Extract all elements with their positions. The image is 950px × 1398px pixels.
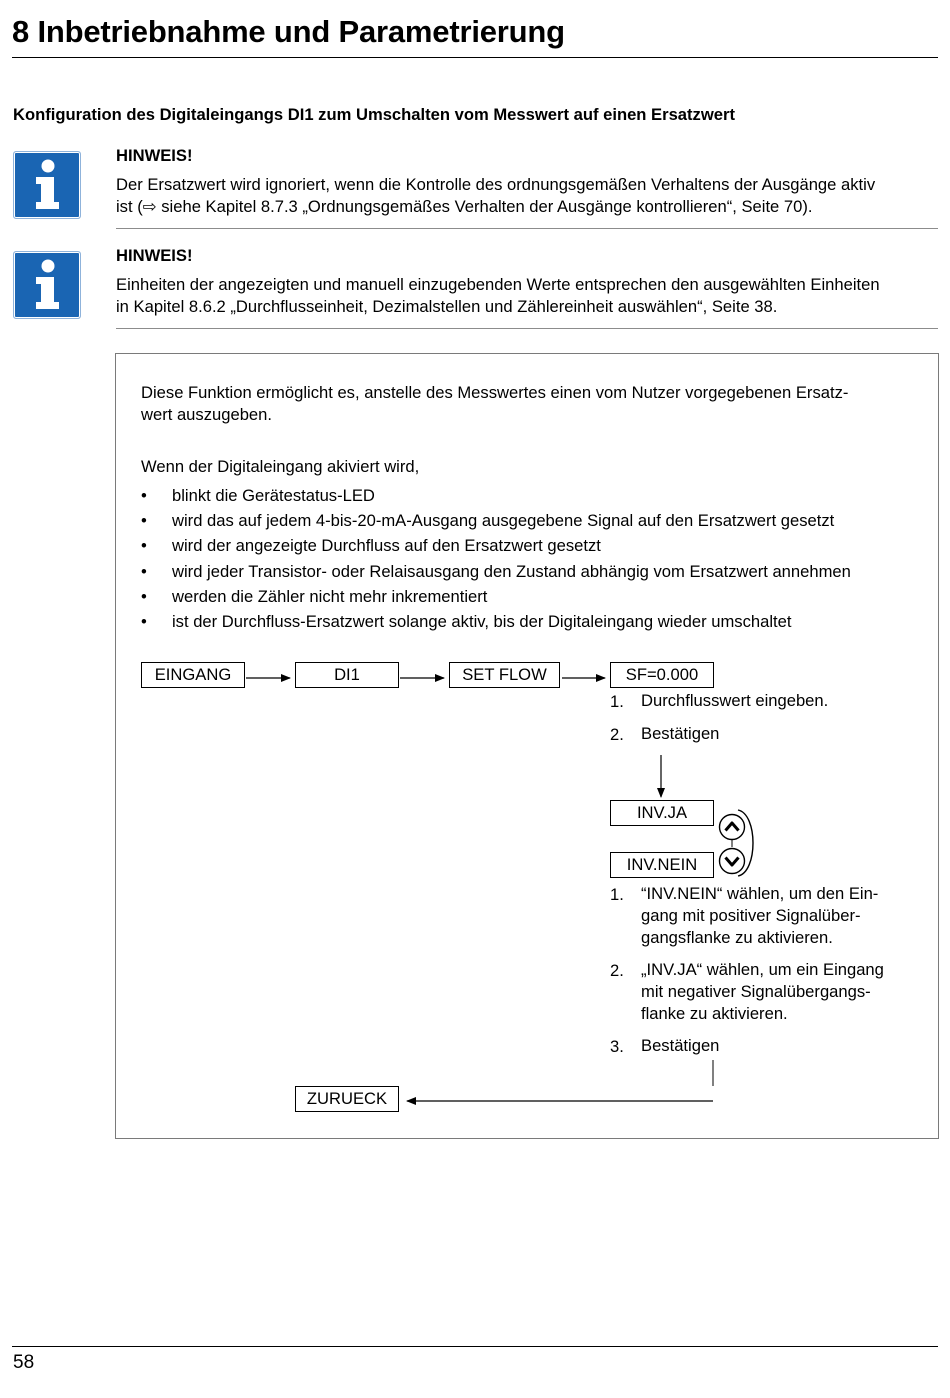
note-title: HINWEIS! <box>116 246 193 265</box>
step-text: Bestätigen <box>641 724 720 743</box>
intro-line: Diese Funktion ermöglicht es, anstelle des Messwertes einen vom Nutzer vorgegebenen Ersatz- <box>141 383 849 402</box>
note-text-line: Einheiten der angezeigten und manuell einzugebenden Werte entsprechen den ausgewählten Einheiten <box>116 275 880 294</box>
arrow-right-icon: ⇨ <box>142 196 157 216</box>
chapter-title: 8 Inbetriebnahme und Parametrierung <box>12 14 565 49</box>
bullet-item: blinkt die Gerätestatus-LED <box>172 486 375 505</box>
step-text-line: „INV.JA“ wählen, um ein Eingang <box>641 960 884 979</box>
lead-text: Wenn der Digitaleingang akiviert wird, <box>141 457 420 476</box>
bullet-icon: • <box>141 562 147 581</box>
step-number: 2. <box>610 725 624 744</box>
step-text: Durchflusswert eingeben. <box>641 691 829 710</box>
menu-di1: DI1 <box>295 662 399 688</box>
bullet-icon: • <box>141 536 147 555</box>
chevron-down-icon <box>718 847 746 875</box>
chevron-up-icon <box>718 813 746 841</box>
note-text-line: in Kapitel 8.6.2 „Durchflusseinheit, Dezimalstellen und Zählereinheit auswählen“, Seite 38. <box>116 296 778 316</box>
menu-sf-value: SF=0.000 <box>610 662 714 688</box>
note-text-line: Der Ersatzwert wird ignoriert, wenn die Kontrolle des ordnungsgemäßen Verhaltens der Ausgänge aktiv <box>116 175 876 194</box>
bullet-icon: • <box>141 511 147 530</box>
menu-inv-nein: INV.NEIN <box>610 852 714 878</box>
bullet-icon: • <box>141 486 147 505</box>
menu-zurueck: ZURUECK <box>295 1086 399 1112</box>
footer-rule <box>12 1346 938 1347</box>
bullet-icon: • <box>141 612 147 631</box>
step-number: 2. <box>610 961 624 980</box>
step-text-line: mit negativer Signalübergangs- <box>641 982 871 1001</box>
step-text-line: “INV.NEIN“ wählen, um den Ein- <box>641 884 879 903</box>
step-number: 3. <box>610 1037 624 1056</box>
bullet-item: ist der Durchfluss-Ersatzwert solange aktiv, bis der Digitaleingang wieder umschaltet <box>172 612 792 631</box>
menu-set-flow: SET FLOW <box>449 662 560 688</box>
step-text <box>641 959 884 1025</box>
step-text-line: gang mit positiver Signalüber- <box>641 906 861 925</box>
section-heading: Konfiguration des Digitaleingangs DI1 zum Umschalten vom Messwert auf einen Ersatzwert <box>13 105 735 124</box>
note-title: HINWEIS! <box>116 146 193 165</box>
note-text-fragment: siehe Kapitel 8.7.3 „Ordnungsgemäßes Verhalten der Ausgänge kontrollieren“, Seite 70). <box>156 196 813 216</box>
step-text-line: gangsflanke zu aktivieren. <box>641 928 833 947</box>
note-text-fragment: ist ( <box>116 196 143 216</box>
bullet-item: werden die Zähler nicht mehr inkrementiert <box>172 587 488 606</box>
menu-eingang: EINGANG <box>141 662 245 688</box>
bullet-icon: • <box>141 587 147 606</box>
intro-line: wert auszugeben. <box>141 405 272 424</box>
step-text <box>641 883 878 949</box>
page-number: 58 <box>13 1352 35 1373</box>
bullet-item: wird das auf jedem 4-bis-20-mA-Ausgang ausgegebene Signal auf den Ersatzwert gesetzt <box>172 511 835 530</box>
step-number: 1. <box>610 885 624 904</box>
menu-inv-ja: INV.JA <box>610 800 714 826</box>
step-text: Bestätigen <box>641 1036 720 1055</box>
bullet-item: wird der angezeigte Durchfluss auf den Ersatzwert gesetzt <box>172 536 601 555</box>
step-number: 1. <box>610 692 624 711</box>
bullet-item: wird jeder Transistor- oder Relaisausgang den Zustand abhängig vom Ersatzwert annehmen <box>172 562 851 581</box>
step-text-line: flanke zu aktivieren. <box>641 1004 788 1023</box>
